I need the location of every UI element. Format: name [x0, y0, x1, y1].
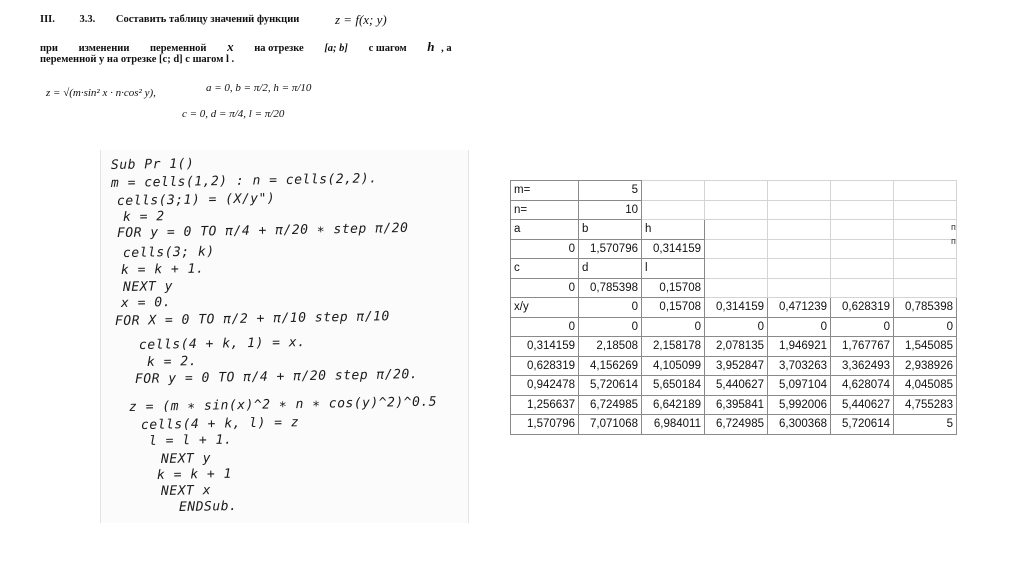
code-line: k = k + 1 — [156, 466, 233, 483]
sheet-row — [511, 259, 957, 279]
sheet-row — [511, 395, 957, 415]
sheet-cell[interactable]: x/y — [511, 298, 579, 318]
sheet-row — [511, 298, 957, 318]
sheet-cell[interactable]: 0 — [579, 298, 642, 318]
sheet-cell[interactable]: 0 — [511, 239, 579, 259]
sheet-cell[interactable] — [831, 239, 894, 259]
code-line: m = cells(1,2) : n = cells(2,2). — [110, 171, 378, 191]
task-section-number: III. — [40, 14, 55, 25]
sheet-cell[interactable]: 5,097104 — [768, 376, 831, 396]
edge-mark: п — [951, 236, 956, 246]
code-line: cells(4 + k, l) = z — [140, 415, 300, 433]
sheet-cell[interactable]: 4,045085 — [894, 376, 957, 396]
sheet-cell[interactable] — [831, 259, 894, 279]
code-line: x = 0. — [120, 295, 172, 311]
sheet-cell[interactable] — [831, 181, 894, 201]
sheet-cell[interactable] — [768, 259, 831, 279]
sheet-cell[interactable] — [768, 181, 831, 201]
edge-mark: п — [951, 222, 956, 232]
sheet-cell[interactable]: 4,755283 — [894, 395, 957, 415]
sheet-cell[interactable] — [768, 220, 831, 240]
sheet-cell[interactable]: 5 — [894, 415, 957, 435]
function-formula: z = √(m·sin² x · n·cos² y), — [46, 87, 156, 99]
sheet-cell[interactable]: 0,314159 — [705, 298, 768, 318]
spreadsheet-table — [510, 180, 957, 435]
code-line: NEXT y — [160, 451, 212, 467]
sheet-cell[interactable]: 6,984011 — [642, 415, 705, 435]
sheet-cell[interactable]: 4,628074 — [831, 376, 894, 396]
sheet-cell[interactable]: 0,471239 — [768, 298, 831, 318]
sheet-row — [511, 278, 957, 298]
sheet-cell[interactable]: 0 — [831, 317, 894, 337]
sheet-row — [511, 181, 957, 201]
sheet-row — [511, 317, 957, 337]
code-line: NEXT y — [122, 279, 174, 295]
sheet-cell[interactable]: 1,946921 — [768, 337, 831, 357]
sheet-cell[interactable] — [768, 200, 831, 220]
y-range-params: c = 0, d = π/4, l = π/20 — [182, 108, 285, 120]
sheet-cell[interactable]: m= — [511, 181, 579, 201]
sheet-cell[interactable]: c — [511, 259, 579, 279]
sheet-cell[interactable]: 4,156269 — [579, 356, 642, 376]
sheet-row — [511, 376, 957, 396]
sheet-cell[interactable]: n= — [511, 200, 579, 220]
sheet-cell[interactable] — [768, 239, 831, 259]
sheet-cell[interactable]: 0,15708 — [642, 278, 705, 298]
task-line-3: переменной y на отрезке [c; d] с шагом l . — [40, 54, 235, 65]
sheet-cell[interactable] — [642, 200, 705, 220]
sheet-cell[interactable]: 0,314159 — [511, 337, 579, 357]
sheet-cell[interactable]: 6,395841 — [705, 395, 768, 415]
code-line: FOR y = 0 TO π/4 + π/20 ∗ step π/20 — [116, 220, 409, 241]
sheet-row — [511, 220, 957, 240]
sheet-cell[interactable]: 1,570796 — [511, 415, 579, 435]
sheet-cell[interactable]: 6,300368 — [768, 415, 831, 435]
sheet-cell[interactable]: 10 — [579, 200, 642, 220]
sheet-cell[interactable]: 0 — [511, 317, 579, 337]
code-line: ENDSub. — [178, 498, 238, 515]
x-range-params: a = 0, b = π/2, h = π/10 — [206, 82, 312, 94]
sheet-cell[interactable]: b — [579, 220, 642, 240]
code-line: FOR X = 0 TO π/2 + π/10 step π/10 — [114, 309, 390, 329]
task-number: 3.3. — [79, 14, 96, 25]
code-line: k = 2 — [122, 209, 165, 225]
task-title: Составить таблицу значений функции — [115, 14, 300, 25]
sheet-cell[interactable]: h — [642, 220, 705, 240]
sheet-cell[interactable] — [705, 259, 768, 279]
sheet-cell[interactable]: 5,720614 — [579, 376, 642, 396]
sheet-cell[interactable]: 0,785398 — [579, 278, 642, 298]
sheet-cell[interactable] — [768, 278, 831, 298]
sheet-row — [511, 356, 957, 376]
code-line: NEXT x — [160, 483, 212, 499]
sheet-cell[interactable]: 6,724985 — [705, 415, 768, 435]
sheet-cell[interactable] — [705, 220, 768, 240]
sheet-cell[interactable]: 0,628319 — [831, 298, 894, 318]
sheet-cell[interactable]: 3,703263 — [768, 356, 831, 376]
sheet-cell[interactable] — [705, 239, 768, 259]
handwritten-code-photo — [100, 150, 469, 523]
sheet-cell[interactable] — [705, 278, 768, 298]
sheet-cell[interactable]: 4,105099 — [642, 356, 705, 376]
sheet-cell[interactable] — [831, 220, 894, 240]
sheet-cell[interactable]: 5,440627 — [705, 376, 768, 396]
sheet-cell[interactable]: 6,642189 — [642, 395, 705, 415]
sheet-cell[interactable]: 0,314159 — [642, 239, 705, 259]
sheet-cell[interactable]: l — [642, 259, 705, 279]
task-line-2: при изменении переменной x на отрезке [a; b] с шагом h , а — [40, 39, 452, 54]
sheet-cell[interactable]: 2,078135 — [705, 337, 768, 357]
code-line: k = 2. — [146, 354, 198, 370]
sheet-row — [511, 337, 957, 357]
sheet-row — [511, 415, 957, 435]
sheet-cell[interactable] — [894, 181, 957, 201]
sheet-row — [511, 200, 957, 220]
sheet-cell[interactable] — [894, 200, 957, 220]
sheet-cell[interactable] — [642, 181, 705, 201]
sheet-cell[interactable]: 5,650184 — [642, 376, 705, 396]
sheet-cell[interactable]: 0 — [894, 317, 957, 337]
sheet-cell[interactable]: 2,938926 — [894, 356, 957, 376]
sheet-cell[interactable]: 1,545085 — [894, 337, 957, 357]
sheet-cell[interactable]: 1,256637 — [511, 395, 579, 415]
sheet-cell[interactable]: 5,440627 — [831, 395, 894, 415]
code-line: cells(3;1) = (X/y") — [116, 191, 276, 209]
sheet-cell[interactable]: 5,992006 — [768, 395, 831, 415]
sheet-cell[interactable]: 0,942478 — [511, 376, 579, 396]
sheet-cell[interactable]: 2,18508 — [579, 337, 642, 357]
sheet-cell[interactable] — [894, 220, 957, 240]
sheet-cell[interactable]: 0,785398 — [894, 298, 957, 318]
code-line: FOR y = 0 TO π/4 + π/20 step π/20. — [134, 367, 419, 387]
code-line: z = (m ∗ sin(x)^2 ∗ n ∗ cos(y)^2)^0.5 — [128, 394, 438, 415]
sheet-cell[interactable]: a — [511, 220, 579, 240]
sheet-cell[interactable]: 6,724985 — [579, 395, 642, 415]
code-line: Sub Pr 1() — [110, 156, 195, 173]
sheet-cell[interactable]: d — [579, 259, 642, 279]
sheet-cell[interactable]: 0,628319 — [511, 356, 579, 376]
sheet-cell[interactable] — [705, 200, 768, 220]
sheet-cell[interactable] — [894, 239, 957, 259]
sheet-cell[interactable]: 1,570796 — [579, 239, 642, 259]
sheet-cell[interactable] — [894, 259, 957, 279]
code-line: cells(4 + k, 1) = x. — [138, 335, 306, 353]
sheet-cell[interactable]: 0 — [511, 278, 579, 298]
code-line: l = l + 1. — [148, 432, 233, 449]
task-function: z = f(x; y) — [335, 12, 387, 27]
sheet-cell[interactable]: 3,362493 — [831, 356, 894, 376]
sheet-cell[interactable]: 7,071068 — [579, 415, 642, 435]
code-line: k = k + 1. — [120, 261, 205, 278]
sheet-cell[interactable] — [831, 278, 894, 298]
sheet-cell[interactable]: 5,720614 — [831, 415, 894, 435]
task-title-line — [40, 12, 387, 27]
sheet-cell[interactable]: 0 — [768, 317, 831, 337]
sheet-cell[interactable] — [705, 181, 768, 201]
code-line: cells(3; k) — [122, 244, 215, 261]
sheet-cell[interactable]: 0 — [705, 317, 768, 337]
sheet-cell[interactable]: 3,952847 — [705, 356, 768, 376]
sheet-cell[interactable]: 0,15708 — [642, 298, 705, 318]
sheet-cell[interactable]: 5 — [579, 181, 642, 201]
sheet-row — [511, 239, 957, 259]
sheet-cell[interactable]: 2,158178 — [642, 337, 705, 357]
sheet-cell[interactable] — [831, 200, 894, 220]
sheet-cell[interactable]: 0 — [642, 317, 705, 337]
sheet-cell[interactable]: 1,767767 — [831, 337, 894, 357]
sheet-cell[interactable] — [894, 278, 957, 298]
sheet-cell[interactable]: 0 — [579, 317, 642, 337]
